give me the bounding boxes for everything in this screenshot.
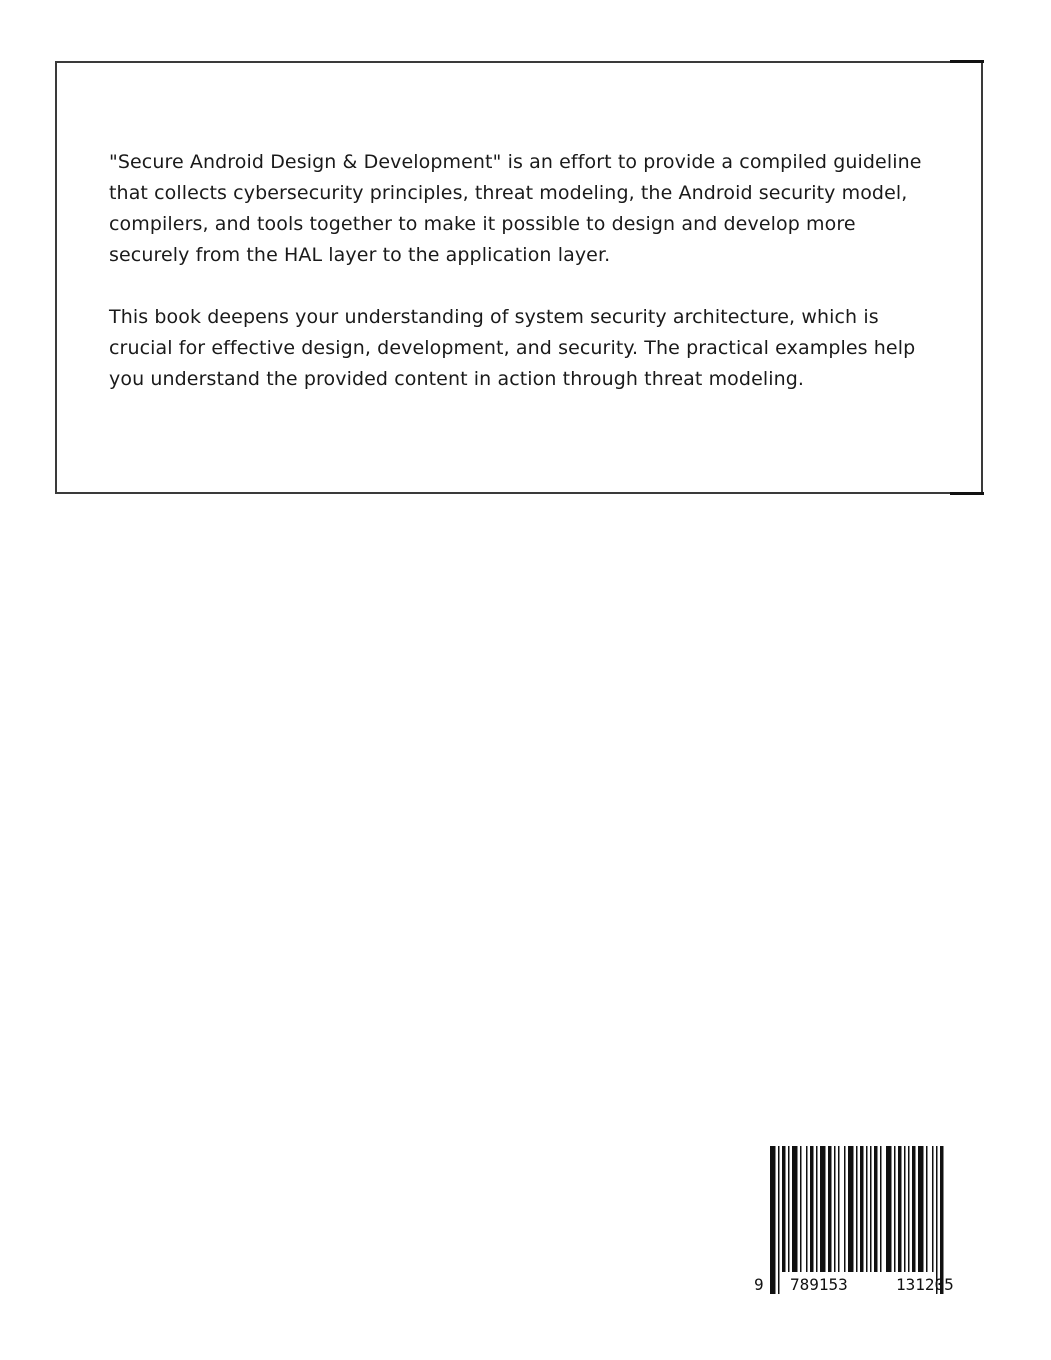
barcode-bar <box>792 1146 798 1272</box>
blurb-paragraph-1: "Secure Android Design & Development" is an effort to provide a compiled guideline that collects cybersecurity principles, threat modeling, the Android security model, compilers, and tools together to make it possible to design and develop more securely from the HAL layer to the application layer. <box>109 151 922 266</box>
barcode-bar <box>838 1146 840 1272</box>
barcode-bar <box>926 1146 928 1272</box>
barcode-bar <box>870 1146 872 1272</box>
barcode-bar <box>834 1146 836 1272</box>
back-cover-blurb-box <box>55 61 983 494</box>
barcode-bar <box>886 1146 892 1272</box>
barcode-bar <box>816 1146 818 1272</box>
barcode-right-digits: 131205 <box>896 1275 954 1294</box>
box-corner-accent-bottom <box>950 492 984 495</box>
barcode-bar <box>894 1146 896 1272</box>
barcode-bar <box>806 1146 808 1272</box>
barcode-bar <box>810 1146 814 1272</box>
barcode-bar <box>904 1146 906 1272</box>
barcode-bar <box>936 1146 938 1294</box>
barcode-bar <box>860 1146 864 1272</box>
barcode-bars <box>770 1146 944 1294</box>
barcode-bar <box>782 1146 786 1272</box>
barcode-bar <box>912 1146 916 1272</box>
barcode-bar <box>874 1146 878 1272</box>
box-corner-accent-top <box>950 60 984 63</box>
barcode-left-digits: 789153 <box>790 1275 848 1294</box>
barcode-bar <box>788 1146 790 1272</box>
barcode-lead-digit: 9 <box>754 1275 764 1294</box>
barcode-bar <box>800 1146 802 1272</box>
barcode-bar <box>856 1146 858 1272</box>
barcode-graphic <box>752 1146 984 1296</box>
barcode-bar <box>844 1146 846 1272</box>
barcode-bar <box>848 1146 854 1272</box>
isbn-barcode <box>752 1146 984 1296</box>
blurb-text <box>109 147 939 426</box>
barcode-bar <box>770 1146 776 1294</box>
barcode-bar <box>778 1146 780 1294</box>
barcode-bar <box>828 1146 832 1272</box>
blurb-paragraph-2: This book deepens your understanding of system security architecture, which is crucial for effective design, development, and security. The practical examples help you understand the provided content in action through threat modeling. <box>109 306 916 390</box>
barcode-bar <box>880 1146 882 1272</box>
barcode-bar <box>820 1146 826 1272</box>
barcode-bar <box>918 1146 924 1272</box>
barcode-bar <box>940 1146 944 1294</box>
barcode-bar <box>932 1146 934 1272</box>
barcode-bar <box>866 1146 868 1272</box>
barcode-bar <box>898 1146 902 1272</box>
barcode-bar <box>908 1146 910 1272</box>
